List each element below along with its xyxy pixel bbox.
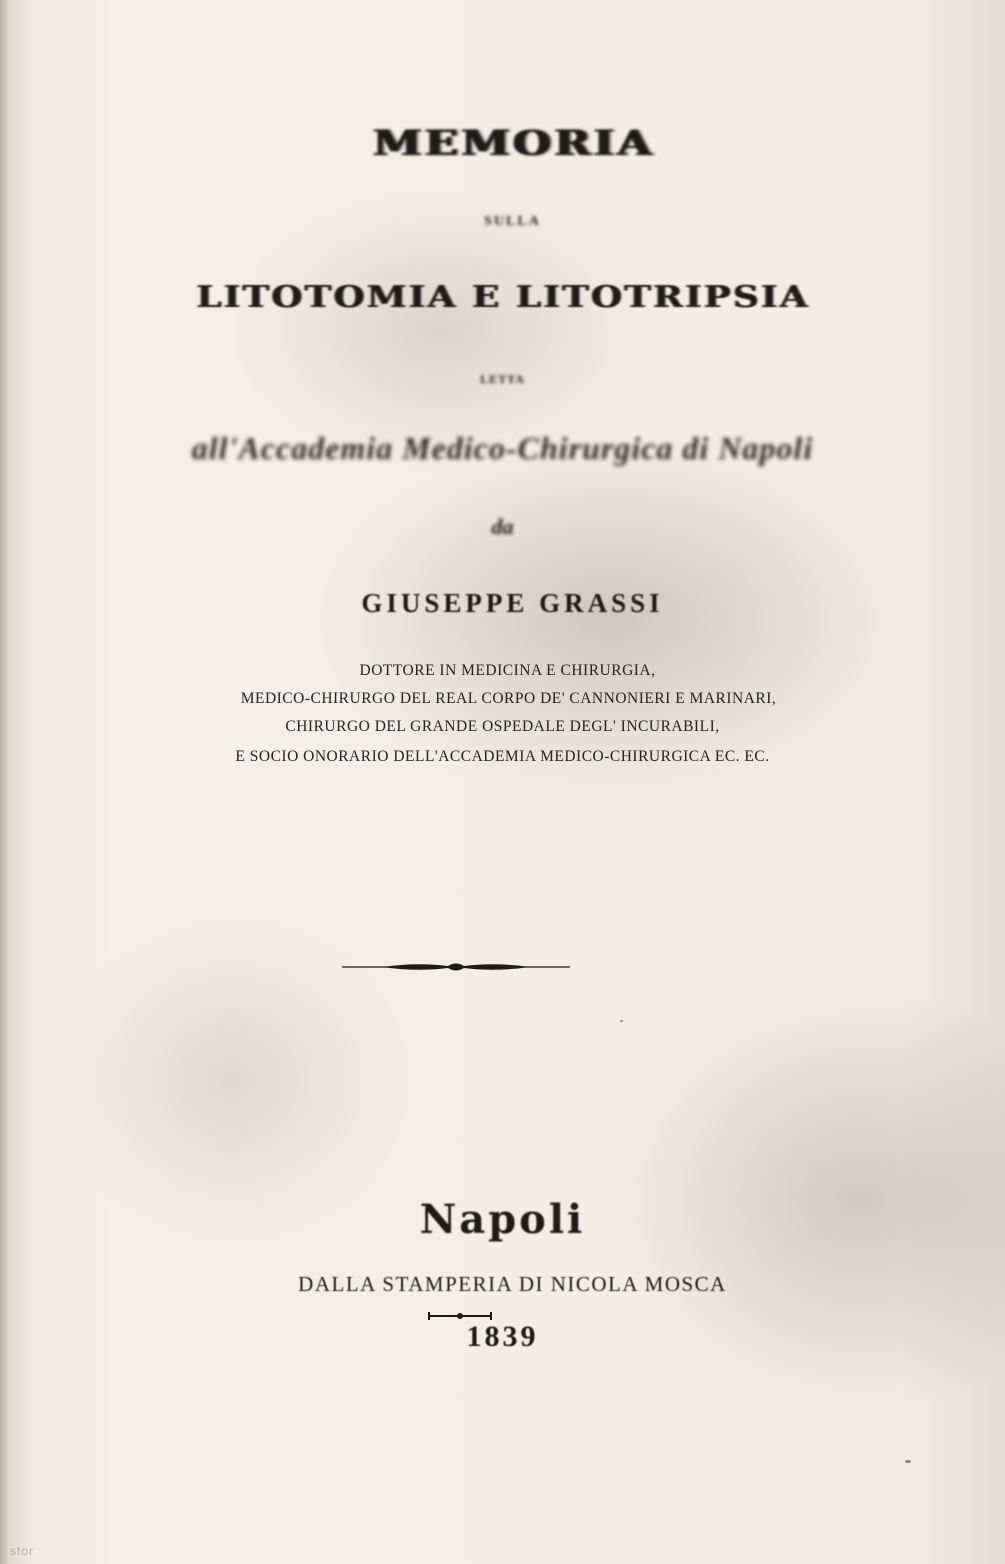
author-name: GIUSEPPE GRASSI: [361, 588, 664, 618]
author-credential: E SOCIO ONORARIO DELL'ACCADEMIA MEDICO-CHIRURGICA EC. EC.: [235, 748, 770, 765]
author-credential: DOTTORE IN MEDICINA E CHIRURGIA,: [359, 662, 656, 679]
book-title: MEMORIA: [371, 123, 654, 164]
author-credential: CHIRURGO DEL GRANDE OSPEDALE DEGL' INCURABILI,: [285, 718, 720, 735]
academy-line: all'Accademia Medico-Chirurgica di Napoli: [191, 430, 814, 466]
decorative-rule: [342, 958, 570, 976]
paper-speck: [620, 1020, 623, 1022]
reading-note: LETTA: [480, 372, 525, 386]
book-subtitle: LITOTOMIA E LITOTRIPSIA: [195, 279, 810, 315]
title-connector: SULLA: [484, 214, 541, 229]
publication-city: Napoli: [419, 1196, 586, 1243]
printer-line: DALLA STAMPERIA DI NICOLA MOSCA: [298, 1272, 727, 1296]
paper-speck: [905, 1460, 911, 1463]
author-credential: MEDICO-CHIRURGO DEL REAL CORPO DE' CANNONIERI E MARINARI,: [240, 690, 777, 707]
by-line: da: [491, 514, 514, 539]
watermark-text: stor: [10, 1544, 35, 1558]
publication-year: 1839: [466, 1320, 539, 1353]
